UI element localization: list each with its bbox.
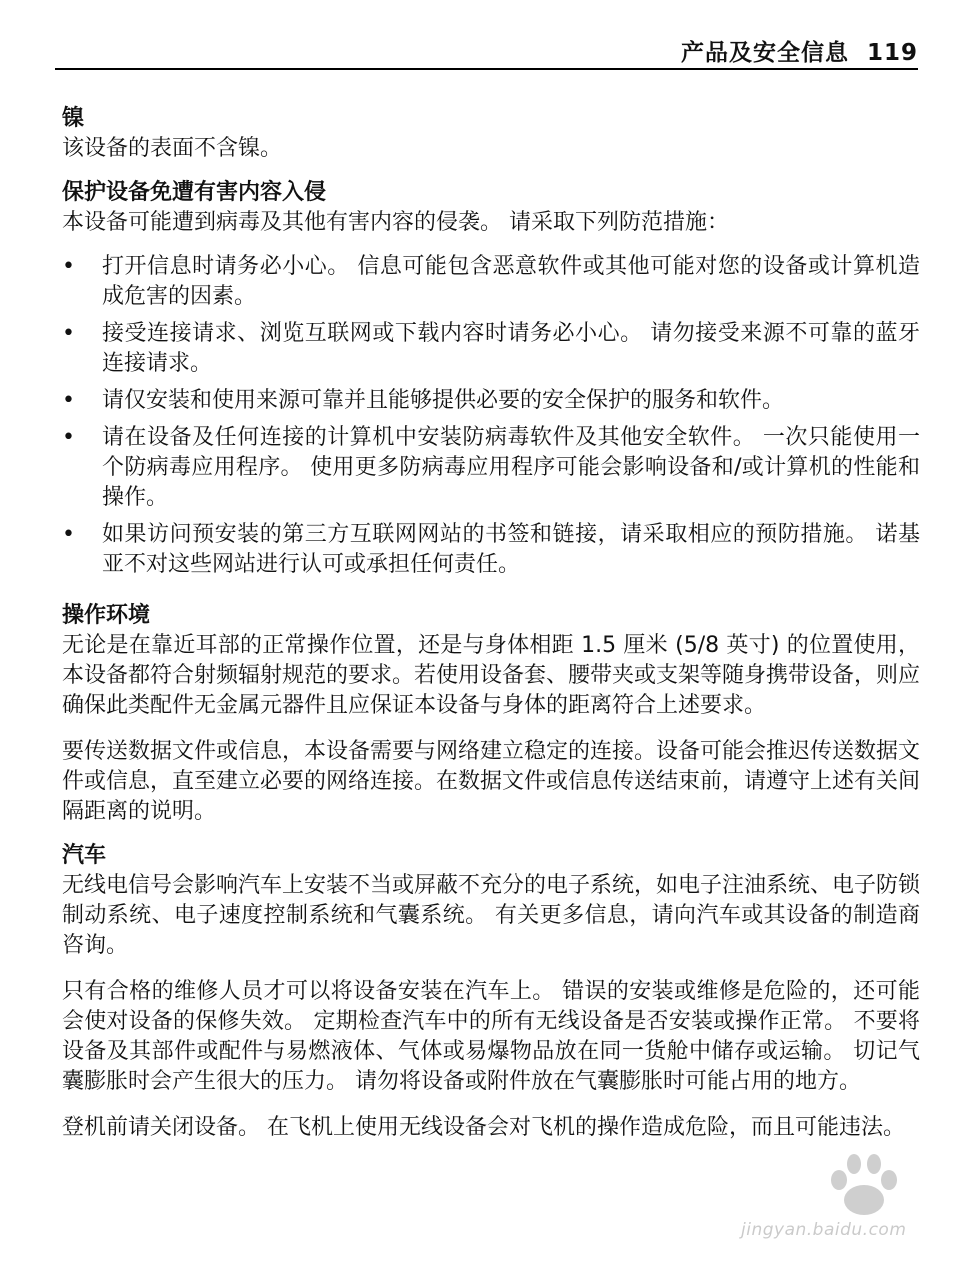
list-item-text: 接受连接请求、浏览互联网或下载内容时请务必小心。 请勿接受来源不可靠的蓝牙连接请求。 [102,321,920,376]
paragraph: 本设备可能遭到病毒及其他有害内容的侵袭。 请采取下列防范措施： [62,210,729,235]
paragraph: 只有合格的维修人员才可以将设备安装在汽车上。 错误的安装或维修是危险的，还可能会使对设备的保修失效。 定期检查汽车中的所有无线设备是否安装或操作正常。 不要将设备及其部件或配件与易燃液体、气体或易爆物品放在同一货舱中储存或运输。 切记气囊膨胀时会产生很大的压力。 请勿将设备或附件放在气囊膨胀时可能占用的地方。 [62,979,920,1094]
section-heading: 汽车 [62,843,107,868]
baidu-paw-icon [819,1150,909,1220]
bullet-icon: • [62,522,75,547]
list-item-text: 请在设备及任何连接的计算机中安装防病毒软件及其他安全软件。 一次只能使用一个防病毒应用程序。 使用更多防病毒应用程序可能会影响设备和/或计算机的性能和操作。 [102,425,920,510]
page-content [62,104,920,1143]
section-nickel [62,104,920,164]
bullet-icon: • [62,321,75,346]
header-title-line [681,34,918,67]
paragraph: 要传送数据文件或信息，本设备需要与网络建立稳定的连接。设备可能会推迟传送数据文件或信息，直至建立必要的网络连接。在数据文件或信息传送结束前，请遵守上述有关间隔距离的说明。 [62,739,921,824]
paragraph: 无线电信号会影响汽车上安装不当或屏蔽不充分的电子系统，如电子注油系统、电子防锁制动系统、电子速度控制系统和气囊系统。 有关更多信息，请向汽车或其设备的制造商咨询。 [62,873,921,958]
paragraph: 无论是在靠近耳部的正常操作位置，还是与身体相距 1.5 厘米 (5/8 英寸) 的位置使用，本设备都符合射频辐射规范的要求。若使用设备套、腰带夹或支架等随身携带设备，则应确保此类配件无金属元器件且应保证本设备与身体的距离符合上述要求。 [62,633,921,718]
section-heading: 操作环境 [62,603,151,628]
bullet-icon: • [62,425,75,450]
section-operating-environment [62,601,920,827]
list-item [62,319,920,379]
section-protect-device [62,178,920,580]
watermark-text: jingyan.baidu.com [741,1220,907,1240]
list-item [62,423,920,513]
page-number: 119 [866,40,918,66]
section-heading: 镍 [62,106,85,131]
list-item-text: 打开信息时请务必小心。 信息可能包含恶意软件或其他可能对您的设备或计算机造成危害的因素。 [102,254,920,309]
paragraph: 登机前请关闭设备。 在飞机上使用无线设备会对飞机的操作造成危险，而且可能违法。 [62,1115,905,1140]
bullet-icon: • [62,388,75,413]
watermark [689,1150,919,1240]
list-item [62,252,920,312]
paragraph: 该设备的表面不含镍。 [62,136,283,161]
list-item-text: 请仅安装和使用来源可靠并且能够提供必要的安全保护的服务和软件。 [102,388,785,413]
page-header [55,30,918,70]
precaution-list [62,252,920,580]
list-item [62,520,920,580]
section-car [62,841,920,1143]
section-heading: 保护设备免遭有害内容入侵 [62,180,327,205]
list-item-text: 如果访问预安装的第三方互联网网站的书签和链接，请采取相应的预防措施。 诺基亚不对这些网站进行认可或承担任何责任。 [102,522,920,577]
bullet-icon: • [62,254,75,279]
list-item [62,386,920,416]
header-title: 产品及安全信息 [680,40,849,66]
